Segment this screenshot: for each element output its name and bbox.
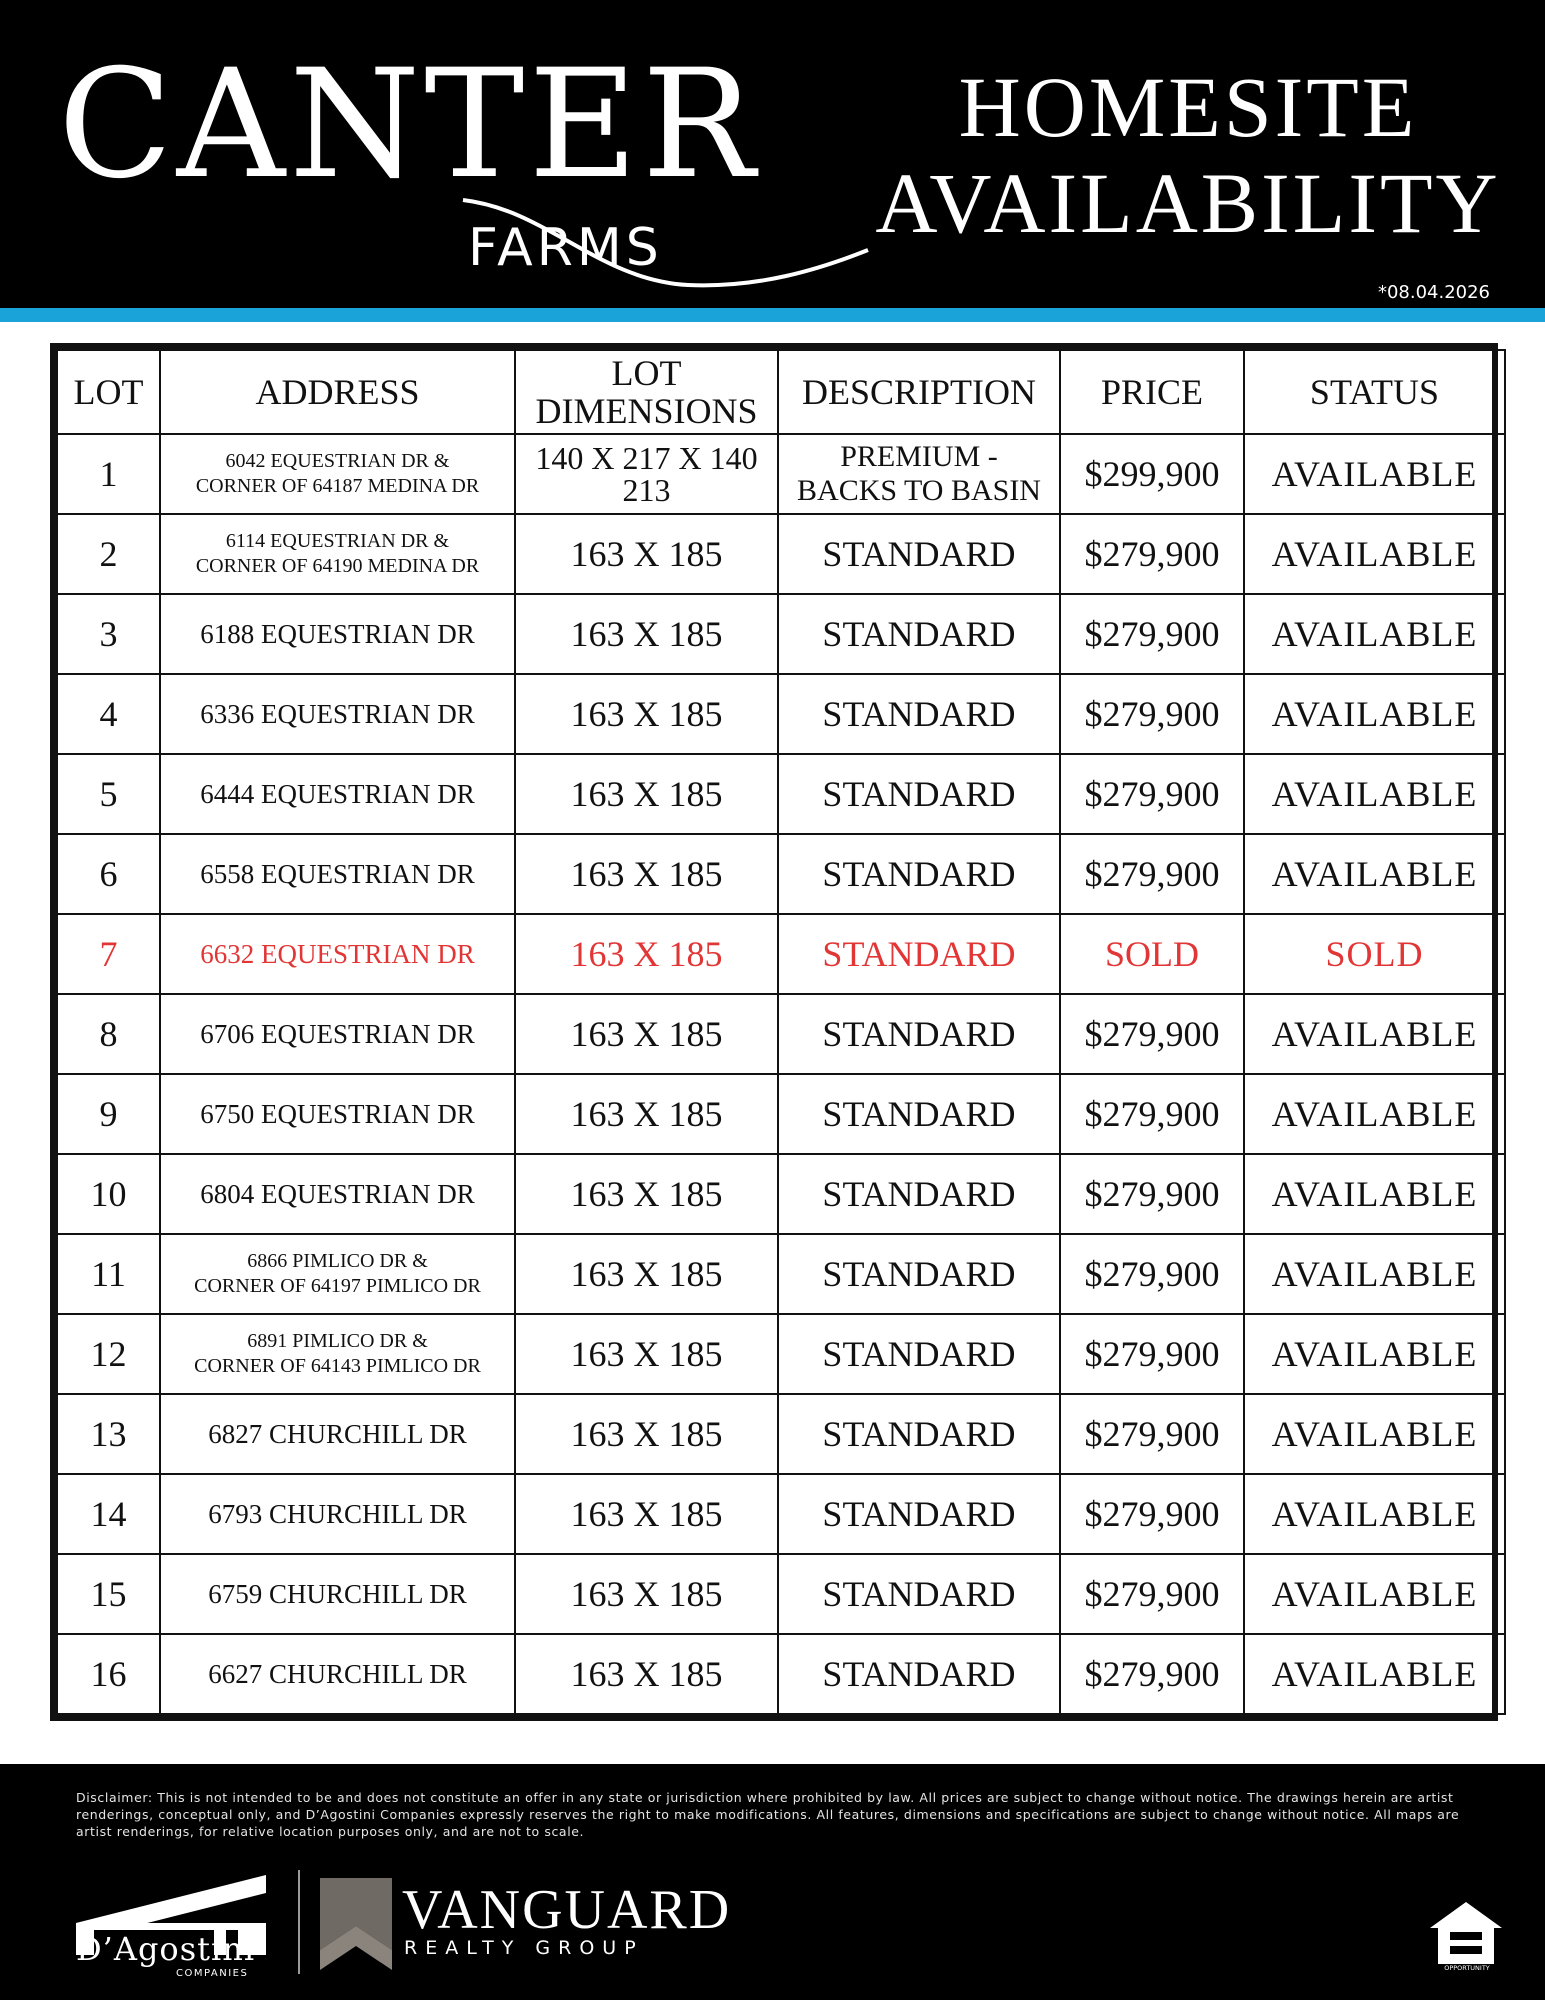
lot-number: 7 (57, 914, 160, 994)
price-cell: $279,900 (1060, 514, 1244, 594)
status-cell: SOLD (1244, 914, 1505, 994)
table-row (57, 1554, 1505, 1634)
description-cell: STANDARD (778, 914, 1060, 994)
lot-number: 8 (57, 994, 160, 1074)
price-cell: $279,900 (1060, 1634, 1244, 1714)
status-cell: AVAILABLE (1244, 514, 1505, 594)
lot-number: 14 (57, 1474, 160, 1554)
lot-number: 12 (57, 1314, 160, 1394)
table-row (57, 594, 1505, 674)
price-cell: $279,900 (1060, 754, 1244, 834)
description-cell: STANDARD (778, 994, 1060, 1074)
price-cell: $279,900 (1060, 1154, 1244, 1234)
address-cell: 6793 CHURCHILL DR (160, 1474, 515, 1554)
description-cell: STANDARD (778, 1634, 1060, 1714)
dimensions-cell: 163 X 185 (515, 1634, 778, 1714)
description-cell: STANDARD (778, 754, 1060, 834)
address-cell: 6558 EQUESTRIAN DR (160, 834, 515, 914)
col-header-description: DESCRIPTION (778, 350, 1060, 434)
description-cell: STANDARD (778, 514, 1060, 594)
address-cell: 6336 EQUESTRIAN DR (160, 674, 515, 754)
table-row (57, 754, 1505, 834)
description-cell: STANDARD (778, 1554, 1060, 1634)
address-cell: 6188 EQUESTRIAN DR (160, 594, 515, 674)
lot-number: 15 (57, 1554, 160, 1634)
price-cell: $279,900 (1060, 1554, 1244, 1634)
dimensions-cell: 163 X 185 (515, 1554, 778, 1634)
dimensions-cell: 163 X 185 (515, 594, 778, 674)
description-cell: STANDARD (778, 1394, 1060, 1474)
address-line1: 6866 PIMLICO DR & (247, 1250, 428, 1272)
status-cell: AVAILABLE (1244, 674, 1505, 754)
status-cell: AVAILABLE (1244, 594, 1505, 674)
status-cell: AVAILABLE (1244, 1234, 1505, 1314)
description-line2: BACKS TO BASIN (797, 474, 1041, 507)
logo-sub-text: FARMS (468, 218, 663, 278)
accent-bar (0, 308, 1545, 322)
description-cell: STANDARD (778, 834, 1060, 914)
address-line1: 6891 PIMLICO DR & (247, 1330, 428, 1352)
price-cell: $279,900 (1060, 674, 1244, 754)
dimensions-cell: 163 X 185 (515, 754, 778, 834)
address-cell: 6804 EQUESTRIAN DR (160, 1154, 515, 1234)
lot-number: 5 (57, 754, 160, 834)
description-cell: STANDARD (778, 1474, 1060, 1554)
price-cell: $279,900 (1060, 1074, 1244, 1154)
table-row (57, 1634, 1505, 1714)
dimensions-cell: 163 X 185 (515, 1394, 778, 1474)
table-row (57, 1154, 1505, 1234)
price-cell: $279,900 (1060, 1394, 1244, 1474)
lot-number: 16 (57, 1634, 160, 1714)
status-cell: AVAILABLE (1244, 834, 1505, 914)
table-row (57, 1314, 1505, 1394)
page-title-line2: AVAILABILITY (875, 155, 1501, 251)
table-row-sold (57, 914, 1505, 994)
logo-main-text: CANTER (58, 38, 759, 212)
status-cell: AVAILABLE (1244, 1314, 1505, 1394)
lot-number: 4 (57, 674, 160, 754)
col-header-status: STATUS (1244, 350, 1505, 434)
price-cell: $279,900 (1060, 1234, 1244, 1314)
status-cell: AVAILABLE (1244, 1394, 1505, 1474)
col-header-price: PRICE (1060, 350, 1244, 434)
lot-number: 10 (57, 1154, 160, 1234)
status-cell: AVAILABLE (1244, 1634, 1505, 1714)
lot-number: 9 (57, 1074, 160, 1154)
price-cell: $299,900 (1060, 434, 1244, 514)
vanguard-chevron-icon (320, 1878, 392, 1970)
price-cell: $279,900 (1060, 1474, 1244, 1554)
description-line1: PREMIUM - (840, 440, 998, 473)
dimensions-cell: 163 X 185 (515, 914, 778, 994)
address-line2: CORNER OF 64187 MEDINA DR (195, 475, 480, 497)
lot-number: 1 (57, 434, 160, 514)
table-row (57, 1394, 1505, 1474)
vanguard-name: VANGUARD (402, 1879, 732, 1941)
address-cell: 6827 CHURCHILL DR (160, 1394, 515, 1474)
address-cell: 6627 CHURCHILL DR (160, 1634, 515, 1714)
address-cell: 6759 CHURCHILL DR (160, 1554, 515, 1634)
equal-housing-text: EQUAL HOUSING OPPORTUNITY (1439, 1957, 1495, 1972)
address-cell (160, 1234, 515, 1314)
dimensions-cell (515, 434, 778, 514)
lot-number: 13 (57, 1394, 160, 1474)
dimensions-cell: 163 X 185 (515, 1074, 778, 1154)
table-row (57, 1234, 1505, 1314)
table-row (57, 674, 1505, 754)
table-row (57, 1074, 1505, 1154)
lot-number: 3 (57, 594, 160, 674)
address-cell (160, 434, 515, 514)
status-cell: AVAILABLE (1244, 434, 1505, 514)
description-cell: STANDARD (778, 1234, 1060, 1314)
description-cell: STANDARD (778, 1314, 1060, 1394)
logo-divider (298, 1870, 300, 1974)
price-cell: $279,900 (1060, 1314, 1244, 1394)
dimensions-cell: 163 X 185 (515, 1474, 778, 1554)
disclaimer-text: Disclaimer: This is not intended to be and does not constitute an offer in any state or jurisdiction where prohibited by law. All prices are subject to change without notice. The drawings herein are artist renderings, conceptual only, and D’Agostini Companies expressly reserves the right to make modifications. All features, dimensions and specifications are subject to change without notice. All maps are artist renderings, for relative location purposes only, and are not to scale. (76, 1790, 1460, 1839)
table-header-row (57, 350, 1505, 434)
dagostini-subtitle: COMPANIES (176, 1968, 249, 1979)
status-cell: AVAILABLE (1244, 1554, 1505, 1634)
status-cell: AVAILABLE (1244, 754, 1505, 834)
address-cell (160, 514, 515, 594)
address-line1: 6042 EQUESTRIAN DR & (225, 450, 450, 472)
table-row (57, 1474, 1505, 1554)
status-cell: AVAILABLE (1244, 1474, 1505, 1554)
as-of-date: *08.04.2026 (1377, 282, 1490, 303)
address-line2: CORNER OF 64190 MEDINA DR (195, 555, 480, 577)
price-cell: SOLD (1060, 914, 1244, 994)
address-line1: 6114 EQUESTRIAN DR & (225, 530, 450, 552)
dimensions-cell: 163 X 185 (515, 674, 778, 754)
lot-number: 11 (57, 1234, 160, 1314)
description-cell (778, 434, 1060, 514)
dimensions-cell: 163 X 185 (515, 1234, 778, 1314)
table-row (57, 514, 1505, 594)
dimensions-cell: 163 X 185 (515, 994, 778, 1074)
col-header-address: ADDRESS (160, 350, 515, 434)
col-header-dimensions-line2: DIMENSIONS (535, 391, 758, 431)
description-cell: STANDARD (778, 1074, 1060, 1154)
col-header-lot: LOT (57, 350, 160, 434)
col-header-dimensions-line1: LOT (611, 353, 682, 393)
price-cell: $279,900 (1060, 834, 1244, 914)
table-row (57, 434, 1505, 514)
dimensions-cell: 163 X 185 (515, 514, 778, 594)
address-cell: 6444 EQUESTRIAN DR (160, 754, 515, 834)
description-cell: STANDARD (778, 594, 1060, 674)
description-cell: STANDARD (778, 1154, 1060, 1234)
status-cell: AVAILABLE (1244, 1074, 1505, 1154)
address-line2: CORNER OF 64143 PIMLICO DR (194, 1355, 481, 1377)
dimensions-cell: 163 X 185 (515, 1314, 778, 1394)
address-cell: 6632 EQUESTRIAN DR (160, 914, 515, 994)
description-cell: STANDARD (778, 674, 1060, 754)
address-cell: 6706 EQUESTRIAN DR (160, 994, 515, 1074)
dimensions-line2: 213 (622, 472, 671, 508)
address-line2: CORNER OF 64197 PIMLICO DR (194, 1275, 481, 1297)
dimensions-cell: 163 X 185 (515, 1154, 778, 1234)
status-cell: AVAILABLE (1244, 1154, 1505, 1234)
status-cell: AVAILABLE (1244, 994, 1505, 1074)
lot-number: 2 (57, 514, 160, 594)
table-row (57, 834, 1505, 914)
address-cell: 6750 EQUESTRIAN DR (160, 1074, 515, 1154)
price-cell: $279,900 (1060, 594, 1244, 674)
table-row (57, 994, 1505, 1074)
canter-farms-logo (58, 38, 818, 290)
dimensions-line1: 140 X 217 X 140 (535, 440, 758, 476)
page-title-line1: HOMESITE (958, 59, 1418, 155)
dimensions-cell: 163 X 185 (515, 834, 778, 914)
homesite-table (50, 343, 1498, 1721)
lot-number: 6 (57, 834, 160, 914)
vanguard-subtitle: REALTY GROUP (404, 1937, 644, 1959)
address-cell (160, 1314, 515, 1394)
col-header-dimensions (515, 350, 778, 434)
dagostini-name: D’Agostini (76, 1930, 256, 1968)
price-cell: $279,900 (1060, 994, 1244, 1074)
